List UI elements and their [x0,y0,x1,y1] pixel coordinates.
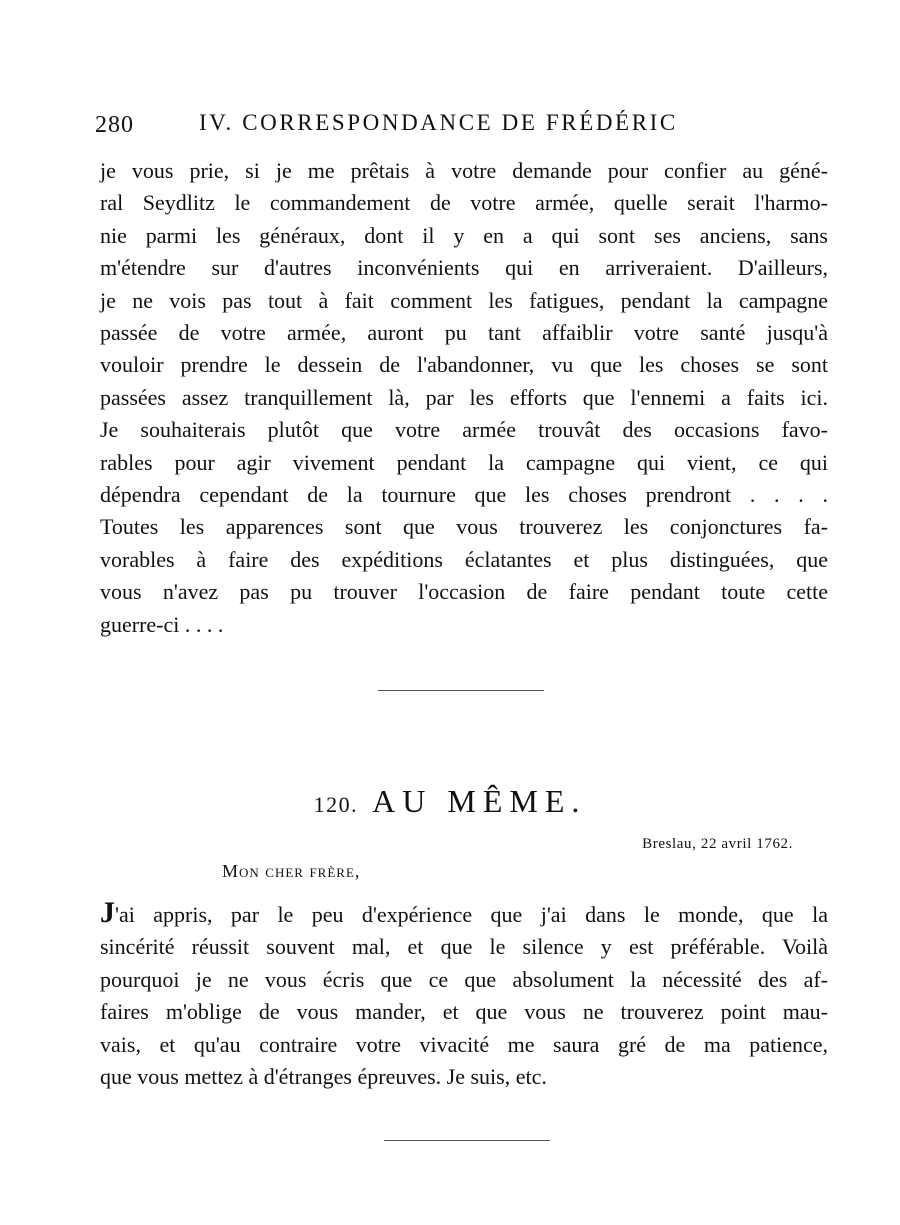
text-line: vous n'avez pas pu trouver l'occasion de faire pendant toute cette [100,579,828,605]
text-line: pourquoi je ne vous écris que ce que absolument la nécessité des af- [100,966,828,992]
running-title: IV. CORRESPONDANCE DE FRÉDÉRIC [199,110,678,135]
letter-120-body-text [100,897,828,1093]
text-line: vais, et qu'au contraire votre vivacité me saura gré de ma patience, [100,1031,828,1057]
text-line: que vous mettez à d'étranges épreuves. Je suis, etc. [100,1064,547,1090]
text-line: dépendra cependant de la tournure que les choses prendront . . . . [100,482,828,508]
first-line-text: 'ai appris, par le peu d'expérience que j'ai dans le monde, que la [115,902,828,927]
text-line: vouloir prendre le dessein de l'abandonner, vu que les choses se sont [100,352,828,378]
letter-number: 120. [313,792,359,817]
page-number: 280 [95,112,134,138]
text-line: je ne vois pas tout à fait comment les fatigues, pendant la campagne [100,287,828,313]
text-line-first [100,897,828,931]
text-line: sincérité réussit souvent mal, et que le silence y est préférable. Voilà [100,934,828,960]
salutation: Mon cher frère, [222,861,361,881]
running-head [95,110,725,142]
text-line: passée de votre armée, auront pu tant affaiblir votre santé jusqu'à [100,320,828,346]
text-line: Je souhaiterais plutôt que votre armée trouvât des occasions favo- [100,417,828,443]
section-divider [378,690,544,691]
drop-cap: J [100,896,115,929]
text-line: faires m'oblige de vous mander, et que vous ne trouverez point mau- [100,999,828,1025]
letter-120-heading [0,783,900,820]
letter-title: AU MÊME. [372,783,587,819]
text-line: passées assez tranquillement là, par les efforts que l'ennemi a faits ici. [100,384,828,410]
text-line: vorables à faire des expéditions éclatantes et plus distinguées, que [100,546,828,572]
text-line: nie parmi les généraux, dont il y en a qui sont ses anciens, sans [100,222,828,248]
text-line: ral Seydlitz le commandement de votre armée, quelle serait l'harmo- [100,190,828,216]
text-line: je vous prie, si je me prêtais à votre demande pour confier au géné- [100,158,828,183]
text-line: rables pour agir vivement pendant la campagne qui vient, ce qui [100,449,828,475]
text-line: m'étendre sur d'autres inconvénients qui en arriveraient. D'ailleurs, [100,255,828,281]
text-line: guerre-ci . . . . [100,611,224,637]
dateline: Breslau, 22 avril 1762. [642,836,793,852]
section-divider [384,1140,550,1141]
letter-119-continued-text [100,155,828,641]
text-line: Toutes les apparences sont que vous trouverez les conjonctures fa- [100,514,828,540]
